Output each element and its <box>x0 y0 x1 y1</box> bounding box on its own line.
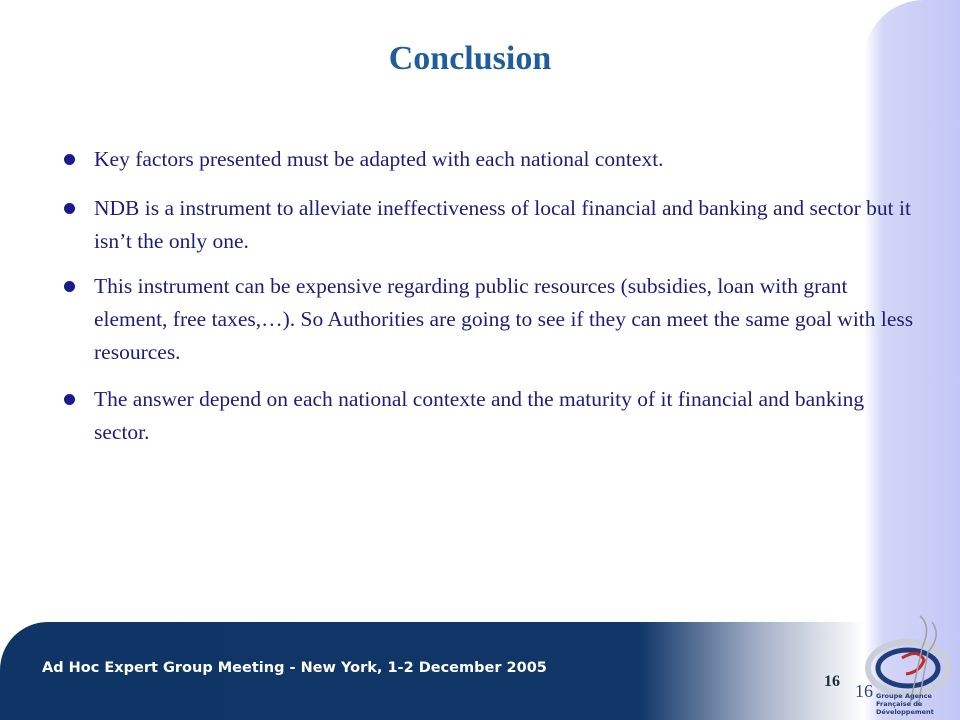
slide-title: Conclusion <box>388 40 552 77</box>
bullet-item <box>64 192 924 258</box>
page-number: 16 <box>824 673 840 690</box>
logo-line: Développement <box>876 708 934 716</box>
bullet-text: NDB is a instrument to alleviate ineffectiveness of local financial and banking and sector but it isn’t the only one. <box>94 196 911 253</box>
bullet-text: The answer depend on each national contexte and the maturity of it financial and banking sector. <box>94 387 865 444</box>
bullet-dot-icon <box>64 203 75 214</box>
bullet-item <box>64 270 924 369</box>
bullet-list <box>64 143 924 449</box>
bullet-dot-icon <box>64 394 75 405</box>
footer-meeting-text: Ad Hoc Expert Group Meeting - New York, 1-2 December 2005 <box>42 660 547 676</box>
bullet-text: This instrument can be expensive regarding public resources (subsidies, loan with grant element, free taxes,…). So Authorities are going to see if they can meet the same goal with less resources. <box>94 274 914 364</box>
bullet-item <box>64 143 924 176</box>
bullet-item <box>64 383 924 449</box>
page-number-secondary: 16 <box>855 681 873 701</box>
bullet-dot-icon <box>64 281 75 292</box>
bullet-dot-icon <box>64 154 75 165</box>
logo-line: Française de <box>876 700 923 708</box>
logo-line: Groupe Agence <box>876 692 932 700</box>
logo-caption <box>876 692 960 716</box>
bullet-text: Key factors presented must be adapted with each national context. <box>94 147 664 171</box>
